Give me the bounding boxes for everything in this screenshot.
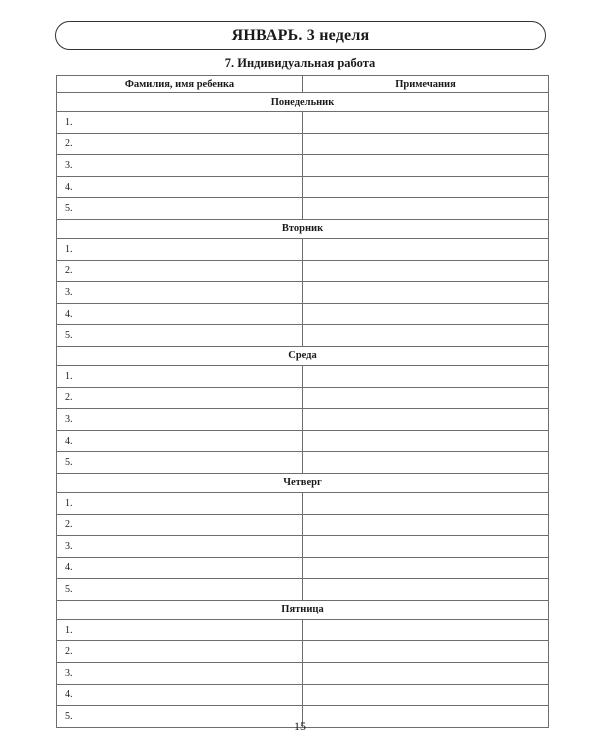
- child-name-cell[interactable]: 2.: [57, 514, 303, 536]
- day-header-row: [57, 600, 549, 619]
- table-row: [57, 452, 549, 474]
- child-name-cell[interactable]: 2.: [57, 387, 303, 409]
- day-header-row: [57, 346, 549, 365]
- child-name-cell[interactable]: 5.: [57, 198, 303, 220]
- notes-cell[interactable]: [303, 536, 549, 558]
- notes-cell[interactable]: [303, 112, 549, 134]
- table-row: [57, 176, 549, 198]
- individual-work-table: [56, 75, 549, 728]
- table-row: [57, 536, 549, 558]
- child-name-cell[interactable]: 5.: [57, 325, 303, 347]
- table-row: [57, 133, 549, 155]
- notes-cell[interactable]: [303, 430, 549, 452]
- table-row: [57, 112, 549, 134]
- notes-cell[interactable]: [303, 325, 549, 347]
- child-name-cell[interactable]: 2.: [57, 260, 303, 282]
- day-name: Понедельник: [57, 93, 549, 112]
- notes-cell[interactable]: [303, 579, 549, 601]
- notes-cell[interactable]: [303, 282, 549, 304]
- day-name: Вторник: [57, 219, 549, 238]
- table-row: [57, 641, 549, 663]
- child-name-cell[interactable]: 1.: [57, 619, 303, 641]
- child-name-cell[interactable]: 4.: [57, 684, 303, 706]
- table-row: [57, 387, 549, 409]
- notes-cell[interactable]: [303, 176, 549, 198]
- day-name: Четверг: [57, 473, 549, 492]
- notes-cell[interactable]: [303, 238, 549, 260]
- notes-cell[interactable]: [303, 557, 549, 579]
- section-title: 7. Индивидуальная работа: [224, 56, 376, 70]
- table-row: [57, 579, 549, 601]
- notes-cell[interactable]: [303, 619, 549, 641]
- notes-cell[interactable]: [303, 365, 549, 387]
- child-name-cell[interactable]: 4.: [57, 557, 303, 579]
- notes-cell[interactable]: [303, 155, 549, 177]
- day-header-row: [57, 219, 549, 238]
- child-name-cell[interactable]: 4.: [57, 303, 303, 325]
- notes-cell[interactable]: [303, 452, 549, 474]
- child-name-cell[interactable]: 5.: [57, 452, 303, 474]
- child-name-cell[interactable]: 5.: [57, 579, 303, 601]
- day-header-row: [57, 93, 549, 112]
- child-name-cell[interactable]: 3.: [57, 663, 303, 685]
- table-row: [57, 198, 549, 220]
- table-row: [57, 557, 549, 579]
- table-row: [57, 619, 549, 641]
- child-name-cell[interactable]: 5.: [57, 706, 303, 728]
- notes-cell[interactable]: [303, 303, 549, 325]
- child-name-cell[interactable]: 4.: [57, 176, 303, 198]
- notes-cell[interactable]: [303, 387, 549, 409]
- day-name: Пятница: [57, 600, 549, 619]
- notes-cell[interactable]: [303, 684, 549, 706]
- table-row: [57, 282, 549, 304]
- header-box: [55, 21, 546, 50]
- day-name: Среда: [57, 346, 549, 365]
- child-name-cell[interactable]: 3.: [57, 536, 303, 558]
- page-number: 15: [294, 719, 306, 733]
- page-title: ЯНВАРЬ. 3 неделя: [231, 26, 370, 44]
- child-name-cell[interactable]: 1.: [57, 365, 303, 387]
- table-row: [57, 260, 549, 282]
- table-row: [57, 325, 549, 347]
- table-row: [57, 684, 549, 706]
- notes-cell[interactable]: [303, 492, 549, 514]
- notes-cell[interactable]: [303, 198, 549, 220]
- child-name-cell[interactable]: 1.: [57, 112, 303, 134]
- day-header-row: [57, 473, 549, 492]
- table-row: [57, 155, 549, 177]
- notes-cell[interactable]: [303, 514, 549, 536]
- child-name-cell[interactable]: 1.: [57, 492, 303, 514]
- table-row: [57, 492, 549, 514]
- child-name-cell[interactable]: 1.: [57, 238, 303, 260]
- child-name-cell[interactable]: 2.: [57, 133, 303, 155]
- notes-cell[interactable]: [303, 133, 549, 155]
- child-name-cell[interactable]: 3.: [57, 155, 303, 177]
- notes-cell[interactable]: [303, 641, 549, 663]
- child-name-cell[interactable]: 3.: [57, 409, 303, 431]
- table-row: [57, 430, 549, 452]
- table-row: [57, 238, 549, 260]
- child-name-cell[interactable]: 4.: [57, 430, 303, 452]
- column-header-notes: Примечания: [303, 76, 549, 93]
- table-row: [57, 514, 549, 536]
- child-name-cell[interactable]: 2.: [57, 641, 303, 663]
- notes-cell[interactable]: [303, 409, 549, 431]
- table-header-row: [57, 76, 549, 93]
- table-row: [57, 365, 549, 387]
- table-row: [57, 409, 549, 431]
- child-name-cell[interactable]: 3.: [57, 282, 303, 304]
- table-body: [57, 93, 549, 728]
- table-row: [57, 663, 549, 685]
- notes-cell[interactable]: [303, 260, 549, 282]
- table-row: [57, 303, 549, 325]
- column-header-child-name: Фамилия, имя ребенка: [57, 76, 303, 93]
- notes-cell[interactable]: [303, 663, 549, 685]
